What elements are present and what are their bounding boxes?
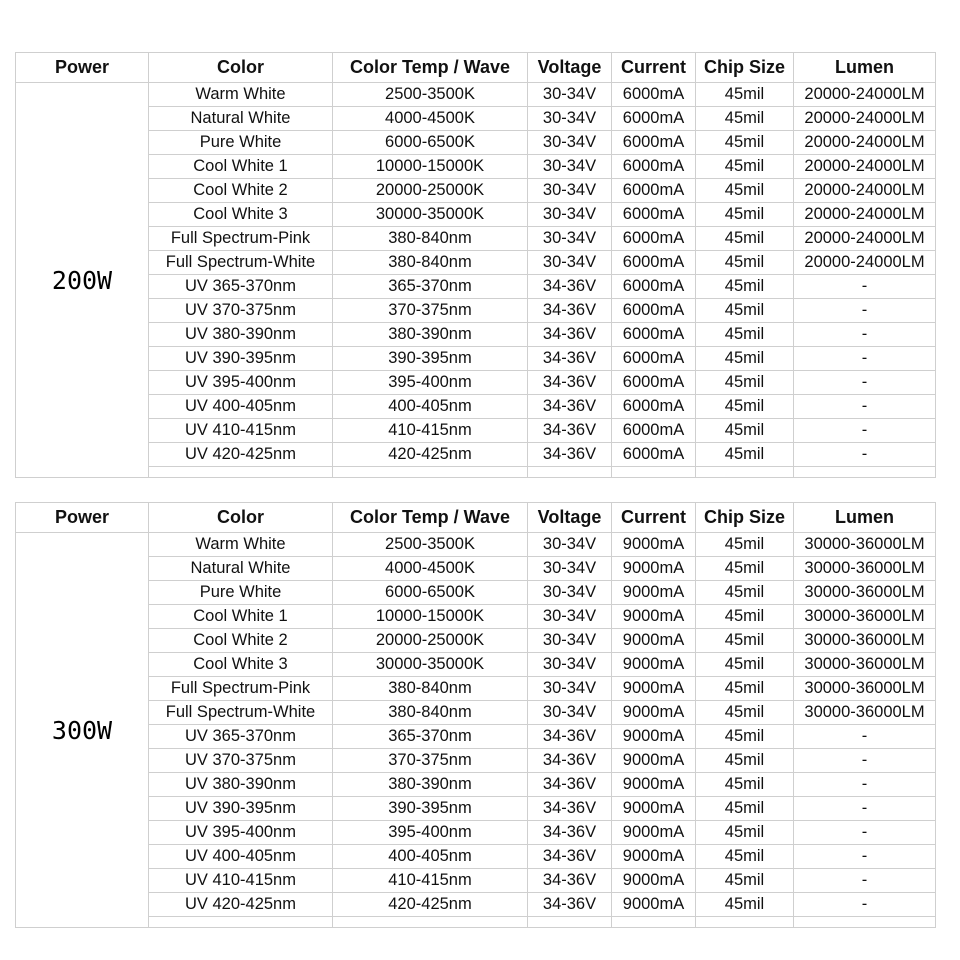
power-cell: 300W: [16, 533, 149, 928]
chip-size-cell: 45mil: [696, 227, 794, 251]
header-current: Current: [612, 503, 696, 533]
header-row: [16, 53, 936, 83]
table-row: [16, 131, 936, 155]
current-cell: 9000mA: [612, 605, 696, 629]
wave-cell: 380-390nm: [333, 773, 528, 797]
wave-cell: 400-405nm: [333, 395, 528, 419]
current-cell: 9000mA: [612, 701, 696, 725]
chip-size-cell: 45mil: [696, 203, 794, 227]
wave-cell: 390-395nm: [333, 797, 528, 821]
color-cell: Cool White 2: [149, 629, 333, 653]
wave-cell: 380-840nm: [333, 677, 528, 701]
chip-size-cell: 45mil: [696, 395, 794, 419]
voltage-cell: 30-34V: [528, 533, 612, 557]
lumen-cell: -: [794, 869, 936, 893]
voltage-cell: 30-34V: [528, 701, 612, 725]
current-cell: 9000mA: [612, 533, 696, 557]
color-cell: UV 395-400nm: [149, 371, 333, 395]
lumen-cell: 20000-24000LM: [794, 131, 936, 155]
chip-size-cell: 45mil: [696, 605, 794, 629]
table-row: [16, 821, 936, 845]
lumen-cell: -: [794, 395, 936, 419]
lumen-cell: 30000-36000LM: [794, 629, 936, 653]
table-row: [16, 725, 936, 749]
wave-cell: 365-370nm: [333, 275, 528, 299]
lumen-cell: 30000-36000LM: [794, 677, 936, 701]
current-cell: 6000mA: [612, 323, 696, 347]
table-spacer-row: [16, 917, 936, 928]
table-row: [16, 629, 936, 653]
current-cell: 6000mA: [612, 443, 696, 467]
wave-cell: 370-375nm: [333, 299, 528, 323]
current-cell: 9000mA: [612, 821, 696, 845]
color-cell: Cool White 3: [149, 653, 333, 677]
table-row: [16, 677, 936, 701]
voltage-cell: 30-34V: [528, 605, 612, 629]
voltage-cell: 30-34V: [528, 557, 612, 581]
chip-size-cell: 45mil: [696, 749, 794, 773]
current-cell: 9000mA: [612, 557, 696, 581]
header-voltage: Voltage: [528, 503, 612, 533]
chip-size-cell: 45mil: [696, 677, 794, 701]
color-cell: Pure White: [149, 131, 333, 155]
current-cell: 9000mA: [612, 749, 696, 773]
wave-cell: 6000-6500K: [333, 131, 528, 155]
wave-cell: 20000-25000K: [333, 629, 528, 653]
lumen-cell: 20000-24000LM: [794, 251, 936, 275]
chip-size-cell: 45mil: [696, 251, 794, 275]
voltage-cell: 30-34V: [528, 251, 612, 275]
voltage-cell: 30-34V: [528, 155, 612, 179]
voltage-cell: 34-36V: [528, 797, 612, 821]
lumen-cell: -: [794, 773, 936, 797]
wave-cell: 4000-4500K: [333, 557, 528, 581]
color-cell: UV 390-395nm: [149, 347, 333, 371]
wave-cell: 380-840nm: [333, 701, 528, 725]
voltage-cell: 30-34V: [528, 581, 612, 605]
header-power: Power: [16, 503, 149, 533]
wave-cell: 30000-35000K: [333, 653, 528, 677]
current-cell: 6000mA: [612, 107, 696, 131]
color-cell: UV 410-415nm: [149, 869, 333, 893]
current-cell: 9000mA: [612, 677, 696, 701]
voltage-cell: 30-34V: [528, 653, 612, 677]
table-row: [16, 419, 936, 443]
color-cell: UV 410-415nm: [149, 419, 333, 443]
color-cell: UV 370-375nm: [149, 299, 333, 323]
wave-cell: 4000-4500K: [333, 107, 528, 131]
table-row: [16, 581, 936, 605]
header-current: Current: [612, 53, 696, 83]
lumen-cell: -: [794, 893, 936, 917]
table-row: [16, 749, 936, 773]
wave-cell: 2500-3500K: [333, 533, 528, 557]
table-row: [16, 275, 936, 299]
table-row: [16, 251, 936, 275]
color-cell: Cool White 1: [149, 155, 333, 179]
color-cell: Cool White 2: [149, 179, 333, 203]
voltage-cell: 34-36V: [528, 371, 612, 395]
table-row: [16, 653, 936, 677]
voltage-cell: 30-34V: [528, 107, 612, 131]
color-cell: Natural White: [149, 107, 333, 131]
chip-size-cell: 45mil: [696, 179, 794, 203]
header-color-temp: Color Temp / Wave: [333, 53, 528, 83]
chip-size-cell: 45mil: [696, 443, 794, 467]
lumen-cell: 20000-24000LM: [794, 179, 936, 203]
color-cell: UV 365-370nm: [149, 725, 333, 749]
wave-cell: 10000-15000K: [333, 155, 528, 179]
chip-size-cell: 45mil: [696, 533, 794, 557]
current-cell: 6000mA: [612, 299, 696, 323]
lumen-cell: -: [794, 725, 936, 749]
voltage-cell: 30-34V: [528, 179, 612, 203]
wave-cell: 380-390nm: [333, 323, 528, 347]
chip-size-cell: 45mil: [696, 371, 794, 395]
wave-cell: 395-400nm: [333, 821, 528, 845]
lumen-cell: -: [794, 821, 936, 845]
lumen-cell: 20000-24000LM: [794, 155, 936, 179]
empty-cell: [794, 917, 936, 928]
empty-cell: [696, 467, 794, 478]
empty-cell: [333, 917, 528, 928]
voltage-cell: 34-36V: [528, 347, 612, 371]
color-cell: UV 365-370nm: [149, 275, 333, 299]
voltage-cell: 30-34V: [528, 629, 612, 653]
wave-cell: 410-415nm: [333, 419, 528, 443]
table-row: [16, 701, 936, 725]
header-row: [16, 503, 936, 533]
wave-cell: 410-415nm: [333, 869, 528, 893]
table-row: [16, 371, 936, 395]
header-chip-size: Chip Size: [696, 53, 794, 83]
table-row: [16, 533, 936, 557]
empty-cell: [333, 467, 528, 478]
empty-cell: [149, 467, 333, 478]
voltage-cell: 34-36V: [528, 845, 612, 869]
voltage-cell: 34-36V: [528, 893, 612, 917]
current-cell: 9000mA: [612, 845, 696, 869]
current-cell: 9000mA: [612, 653, 696, 677]
wave-cell: 380-840nm: [333, 227, 528, 251]
spec-table-200w: [15, 52, 936, 478]
chip-size-cell: 45mil: [696, 869, 794, 893]
voltage-cell: 30-34V: [528, 227, 612, 251]
chip-size-cell: 45mil: [696, 797, 794, 821]
current-cell: 6000mA: [612, 419, 696, 443]
color-cell: UV 380-390nm: [149, 773, 333, 797]
lumen-cell: -: [794, 299, 936, 323]
lumen-cell: 30000-36000LM: [794, 557, 936, 581]
current-cell: 6000mA: [612, 203, 696, 227]
header-lumen: Lumen: [794, 53, 936, 83]
color-cell: UV 400-405nm: [149, 845, 333, 869]
current-cell: 9000mA: [612, 869, 696, 893]
voltage-cell: 34-36V: [528, 299, 612, 323]
chip-size-cell: 45mil: [696, 275, 794, 299]
current-cell: 6000mA: [612, 275, 696, 299]
voltage-cell: 34-36V: [528, 773, 612, 797]
wave-cell: 365-370nm: [333, 725, 528, 749]
lumen-cell: -: [794, 749, 936, 773]
color-cell: Cool White 3: [149, 203, 333, 227]
chip-size-cell: 45mil: [696, 83, 794, 107]
chip-size-cell: 45mil: [696, 821, 794, 845]
voltage-cell: 34-36V: [528, 821, 612, 845]
lumen-cell: -: [794, 347, 936, 371]
wave-cell: 390-395nm: [333, 347, 528, 371]
current-cell: 6000mA: [612, 395, 696, 419]
chip-size-cell: 45mil: [696, 557, 794, 581]
wave-cell: 2500-3500K: [333, 83, 528, 107]
current-cell: 9000mA: [612, 893, 696, 917]
wave-cell: 380-840nm: [333, 251, 528, 275]
chip-size-cell: 45mil: [696, 701, 794, 725]
wave-cell: 370-375nm: [333, 749, 528, 773]
chip-size-cell: 45mil: [696, 131, 794, 155]
voltage-cell: 30-34V: [528, 83, 612, 107]
table-row: [16, 605, 936, 629]
table-row: [16, 227, 936, 251]
power-cell: 200W: [16, 83, 149, 478]
voltage-cell: 30-34V: [528, 203, 612, 227]
color-cell: Full Spectrum-Pink: [149, 677, 333, 701]
current-cell: 9000mA: [612, 581, 696, 605]
lumen-cell: 30000-36000LM: [794, 701, 936, 725]
current-cell: 6000mA: [612, 179, 696, 203]
chip-size-cell: 45mil: [696, 653, 794, 677]
lumen-cell: -: [794, 275, 936, 299]
color-cell: UV 400-405nm: [149, 395, 333, 419]
current-cell: 6000mA: [612, 251, 696, 275]
voltage-cell: 30-34V: [528, 131, 612, 155]
wave-cell: 20000-25000K: [333, 179, 528, 203]
empty-cell: [612, 467, 696, 478]
current-cell: 9000mA: [612, 629, 696, 653]
voltage-cell: 34-36V: [528, 869, 612, 893]
current-cell: 9000mA: [612, 797, 696, 821]
voltage-cell: 34-36V: [528, 443, 612, 467]
table-spacer-row: [16, 467, 936, 478]
table-row: [16, 869, 936, 893]
empty-cell: [612, 917, 696, 928]
current-cell: 6000mA: [612, 83, 696, 107]
header-power: Power: [16, 53, 149, 83]
color-cell: Warm White: [149, 533, 333, 557]
lumen-cell: -: [794, 845, 936, 869]
color-cell: Full Spectrum-Pink: [149, 227, 333, 251]
table-row: [16, 557, 936, 581]
table-row: [16, 323, 936, 347]
lumen-cell: 20000-24000LM: [794, 227, 936, 251]
lumen-cell: -: [794, 419, 936, 443]
color-cell: UV 370-375nm: [149, 749, 333, 773]
chip-size-cell: 45mil: [696, 581, 794, 605]
table-row: [16, 203, 936, 227]
empty-cell: [794, 467, 936, 478]
voltage-cell: 34-36V: [528, 275, 612, 299]
wave-cell: 395-400nm: [333, 371, 528, 395]
wave-cell: 420-425nm: [333, 443, 528, 467]
chip-size-cell: 45mil: [696, 155, 794, 179]
wave-cell: 6000-6500K: [333, 581, 528, 605]
wave-cell: 400-405nm: [333, 845, 528, 869]
chip-size-cell: 45mil: [696, 107, 794, 131]
chip-size-cell: 45mil: [696, 299, 794, 323]
chip-size-cell: 45mil: [696, 347, 794, 371]
chip-size-cell: 45mil: [696, 629, 794, 653]
table-row: [16, 107, 936, 131]
lumen-cell: 30000-36000LM: [794, 581, 936, 605]
spec-table-300w: [15, 502, 936, 928]
color-cell: UV 390-395nm: [149, 797, 333, 821]
header-lumen: Lumen: [794, 503, 936, 533]
chip-size-cell: 45mil: [696, 419, 794, 443]
header-color-temp: Color Temp / Wave: [333, 503, 528, 533]
lumen-cell: -: [794, 443, 936, 467]
color-cell: UV 380-390nm: [149, 323, 333, 347]
header-voltage: Voltage: [528, 53, 612, 83]
color-cell: UV 420-425nm: [149, 893, 333, 917]
wave-cell: 30000-35000K: [333, 203, 528, 227]
chip-size-cell: 45mil: [696, 725, 794, 749]
empty-cell: [149, 917, 333, 928]
table-row: [16, 773, 936, 797]
table-row: [16, 443, 936, 467]
color-cell: Cool White 1: [149, 605, 333, 629]
table-row: [16, 347, 936, 371]
table-row: [16, 299, 936, 323]
empty-cell: [696, 917, 794, 928]
color-cell: Natural White: [149, 557, 333, 581]
header-color: Color: [149, 503, 333, 533]
voltage-cell: 34-36V: [528, 323, 612, 347]
table-row: [16, 845, 936, 869]
table-row: [16, 797, 936, 821]
current-cell: 6000mA: [612, 227, 696, 251]
lumen-cell: -: [794, 323, 936, 347]
chip-size-cell: 45mil: [696, 893, 794, 917]
lumen-cell: 30000-36000LM: [794, 605, 936, 629]
lumen-cell: 20000-24000LM: [794, 203, 936, 227]
wave-cell: 10000-15000K: [333, 605, 528, 629]
empty-cell: [528, 917, 612, 928]
voltage-cell: 34-36V: [528, 395, 612, 419]
lumen-cell: -: [794, 371, 936, 395]
color-cell: UV 420-425nm: [149, 443, 333, 467]
current-cell: 6000mA: [612, 371, 696, 395]
voltage-cell: 30-34V: [528, 677, 612, 701]
color-cell: UV 395-400nm: [149, 821, 333, 845]
lumen-cell: 20000-24000LM: [794, 83, 936, 107]
empty-cell: [528, 467, 612, 478]
color-cell: Full Spectrum-White: [149, 251, 333, 275]
current-cell: 6000mA: [612, 155, 696, 179]
chip-size-cell: 45mil: [696, 845, 794, 869]
lumen-cell: 30000-36000LM: [794, 653, 936, 677]
lumen-cell: 20000-24000LM: [794, 107, 936, 131]
table-row: [16, 395, 936, 419]
current-cell: 6000mA: [612, 347, 696, 371]
voltage-cell: 34-36V: [528, 749, 612, 773]
color-cell: Warm White: [149, 83, 333, 107]
lumen-cell: 30000-36000LM: [794, 533, 936, 557]
table-row: [16, 155, 936, 179]
current-cell: 9000mA: [612, 773, 696, 797]
chip-size-cell: 45mil: [696, 773, 794, 797]
voltage-cell: 34-36V: [528, 725, 612, 749]
table-row: [16, 893, 936, 917]
table-row: [16, 83, 936, 107]
lumen-cell: -: [794, 797, 936, 821]
current-cell: 9000mA: [612, 725, 696, 749]
color-cell: Pure White: [149, 581, 333, 605]
table-row: [16, 179, 936, 203]
current-cell: 6000mA: [612, 131, 696, 155]
chip-size-cell: 45mil: [696, 323, 794, 347]
wave-cell: 420-425nm: [333, 893, 528, 917]
header-chip-size: Chip Size: [696, 503, 794, 533]
color-cell: Full Spectrum-White: [149, 701, 333, 725]
header-color: Color: [149, 53, 333, 83]
voltage-cell: 34-36V: [528, 419, 612, 443]
